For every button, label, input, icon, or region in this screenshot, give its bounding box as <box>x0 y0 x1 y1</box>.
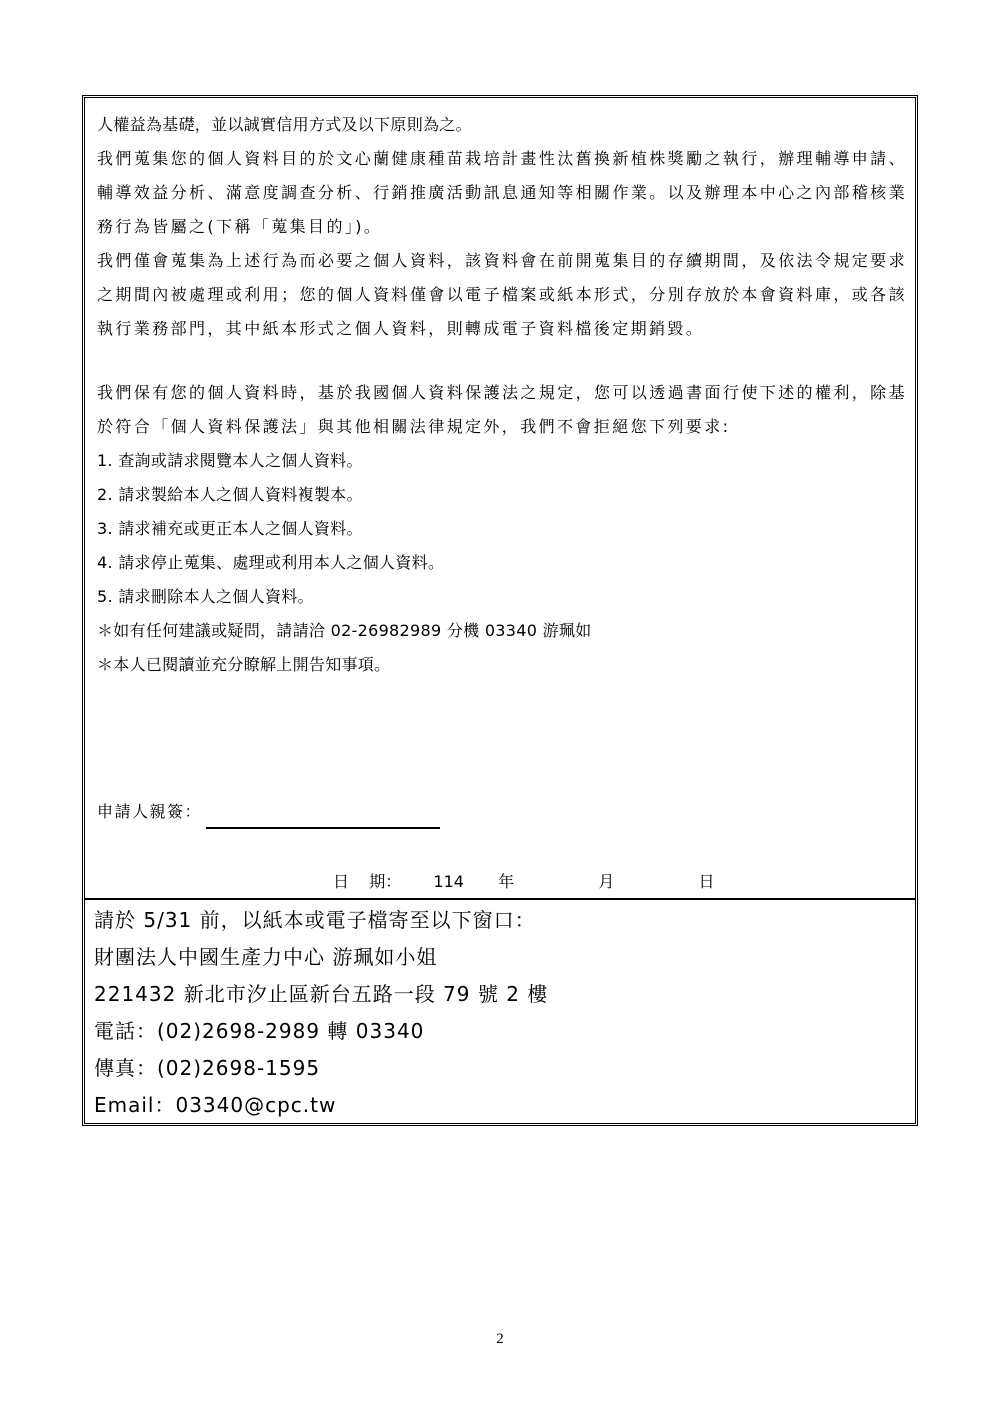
contact-note: ＊如有任何建議或疑問，請請洽 02-26982989 分機 03340 游珮如 <box>97 621 592 640</box>
submission-fax: 傳真：(02)2698-1595 <box>94 1056 321 1080</box>
signature-label: 申請人親簽： <box>97 802 203 821</box>
date-month-unit: 月 <box>598 872 615 891</box>
rights-list-item: 1. 查詢或請求閱覽本人之個人資料。 <box>97 451 363 470</box>
rights-list-item: 5. 請求刪除本人之個人資料。 <box>97 587 314 606</box>
rights-list-item: 2. 請求製給本人之個人資料複製本。 <box>97 485 363 504</box>
date-year-unit: 年 <box>498 872 515 891</box>
consent-section <box>85 98 915 900</box>
date-day-unit: 日 <box>698 872 715 891</box>
submission-email: Email：03340@cpc.tw <box>94 1093 337 1117</box>
submission-deadline: 請於 5/31 前，以紙本或電子檔寄至以下窗口： <box>94 908 536 932</box>
signature-row <box>97 795 440 829</box>
submission-phone: 電話：(02)2698-2989 轉 03340 <box>94 1019 425 1043</box>
rights-list-item: 3. 請求補充或更正本人之個人資料。 <box>97 519 363 538</box>
acknowledgement-note: ＊本人已閱讀並充分瞭解上開告知事項。 <box>97 655 391 674</box>
consent-paragraph-rights: 我們保有您的個人資料時，基於我國個人資料保護法之規定，您可以透過書面行使下述的權利，除基於符合「個人資料保護法」與其他相關法律規定外，我們不會拒絕您下列要求: <box>97 383 907 436</box>
submission-section <box>85 900 915 1123</box>
submission-address: 221432 新北市汐止區新台五路一段 79 號 2 樓 <box>94 982 549 1006</box>
page-number: 2 <box>496 1331 504 1347</box>
rights-list-item: 4. 請求停止蒐集、處理或利用本人之個人資料。 <box>97 553 445 572</box>
form-frame <box>82 95 918 1126</box>
date-year-value[interactable]: 114 <box>433 872 464 891</box>
consent-paragraph-intro: 人權益為基礎，並以誠實信用方式及以下原則為之。 <box>97 115 472 134</box>
date-label-day: 日 <box>333 872 350 891</box>
consent-paragraph-purpose: 我們蒐集您的個人資料目的於文心蘭健康種苗栽培計畫性汰舊換新植株獎勵之執行，辦理輔導申請、輔導效益分析、滿意度調查分析、行銷推廣活動訊息通知等相關作業。以及辦理本中心之內部稽核業務行為皆屬之(下稱「蒐集目的」)。 <box>97 149 907 236</box>
submission-recipient: 財團法人中國生產力中心 游珮如小姐 <box>94 945 438 969</box>
consent-paragraph-retention: 我們僅會蒐集為上述行為而必要之個人資料，該資料會在前開蒐集目的存續期間，及依法令規定要求之期間內被處理或利用；您的個人資料僅會以電子檔案或紙本形式，分別存放於本會資料庫，或各該執行業務部門，其中紙本形式之個人資料，則轉成電子資料檔後定期銷毀。 <box>97 251 907 338</box>
date-label-period: 期： <box>369 872 402 891</box>
date-row <box>333 870 715 894</box>
signature-line[interactable] <box>206 803 440 829</box>
